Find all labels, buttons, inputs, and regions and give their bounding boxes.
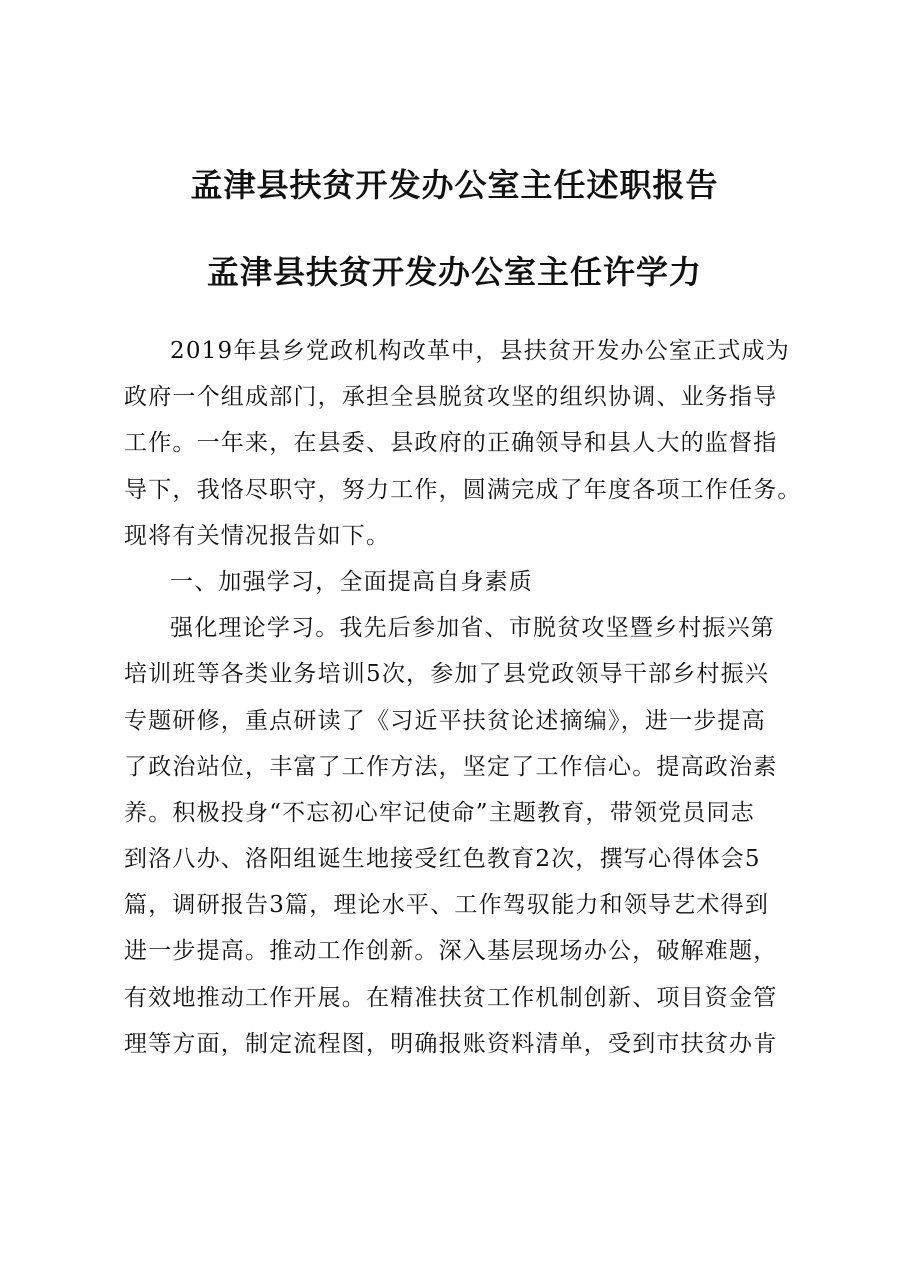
- body-line: 培训班等各类业务培训5次，参加了县党政领导干部乡村振兴: [124, 661, 770, 688]
- body-line: 篇，调研报告3篇，理论水平、工作驾驭能力和领导艺术得到: [124, 892, 770, 919]
- document-subtitle: 孟津县扶贫开发办公室主任许学力: [206, 253, 702, 291]
- body-line: 政府一个组成部门，承担全县脱贫攻坚的组织协调、业务指导: [124, 384, 778, 411]
- document-title: 孟津县扶贫开发办公室主任述职报告: [190, 166, 719, 204]
- body-line: 专题研修，重点研读了《习近平扶贫论述摘编》，进一步提高: [124, 707, 766, 734]
- body-line: 养。积极投身“不忘初心牢记使命”主题教育，带领党员同志: [124, 799, 755, 826]
- body-line: 工作。一年来，在县委、县政府的正确领导和县人大的监督指: [124, 430, 778, 457]
- body-line: 进一步提高。推动工作创新。深入基层现场办公，破解难题，: [124, 938, 778, 965]
- body-line: 2019年县乡党政机构改革中，县扶贫开发办公室正式成为: [170, 338, 790, 364]
- body-line: 强化理论学习。我先后参加省、市脱贫攻坚暨乡村振兴第: [170, 615, 775, 642]
- body-line: 了政治站位，丰富了工作方法，坚定了工作信心。提高政治素: [124, 753, 778, 780]
- body-line: 到洛八办、洛阳组诞生地接受红色教育2次，撰写心得体会5: [124, 846, 761, 873]
- body-line: 理等方面，制定流程图，明确报账资料清单，受到市扶贫办肯: [124, 1030, 778, 1057]
- body-line: 有效地推动工作开展。在精准扶贫工作机制创新、项目资金管: [124, 984, 778, 1011]
- section-heading: 一、加强学习，全面提高自身素质: [170, 568, 533, 595]
- body-line: 现将有关情况报告如下。: [124, 522, 391, 549]
- document-body: [124, 328, 800, 1067]
- body-line: 导下，我恪尽职守，努力工作，圆满完成了年度各项工作任务。: [124, 476, 802, 503]
